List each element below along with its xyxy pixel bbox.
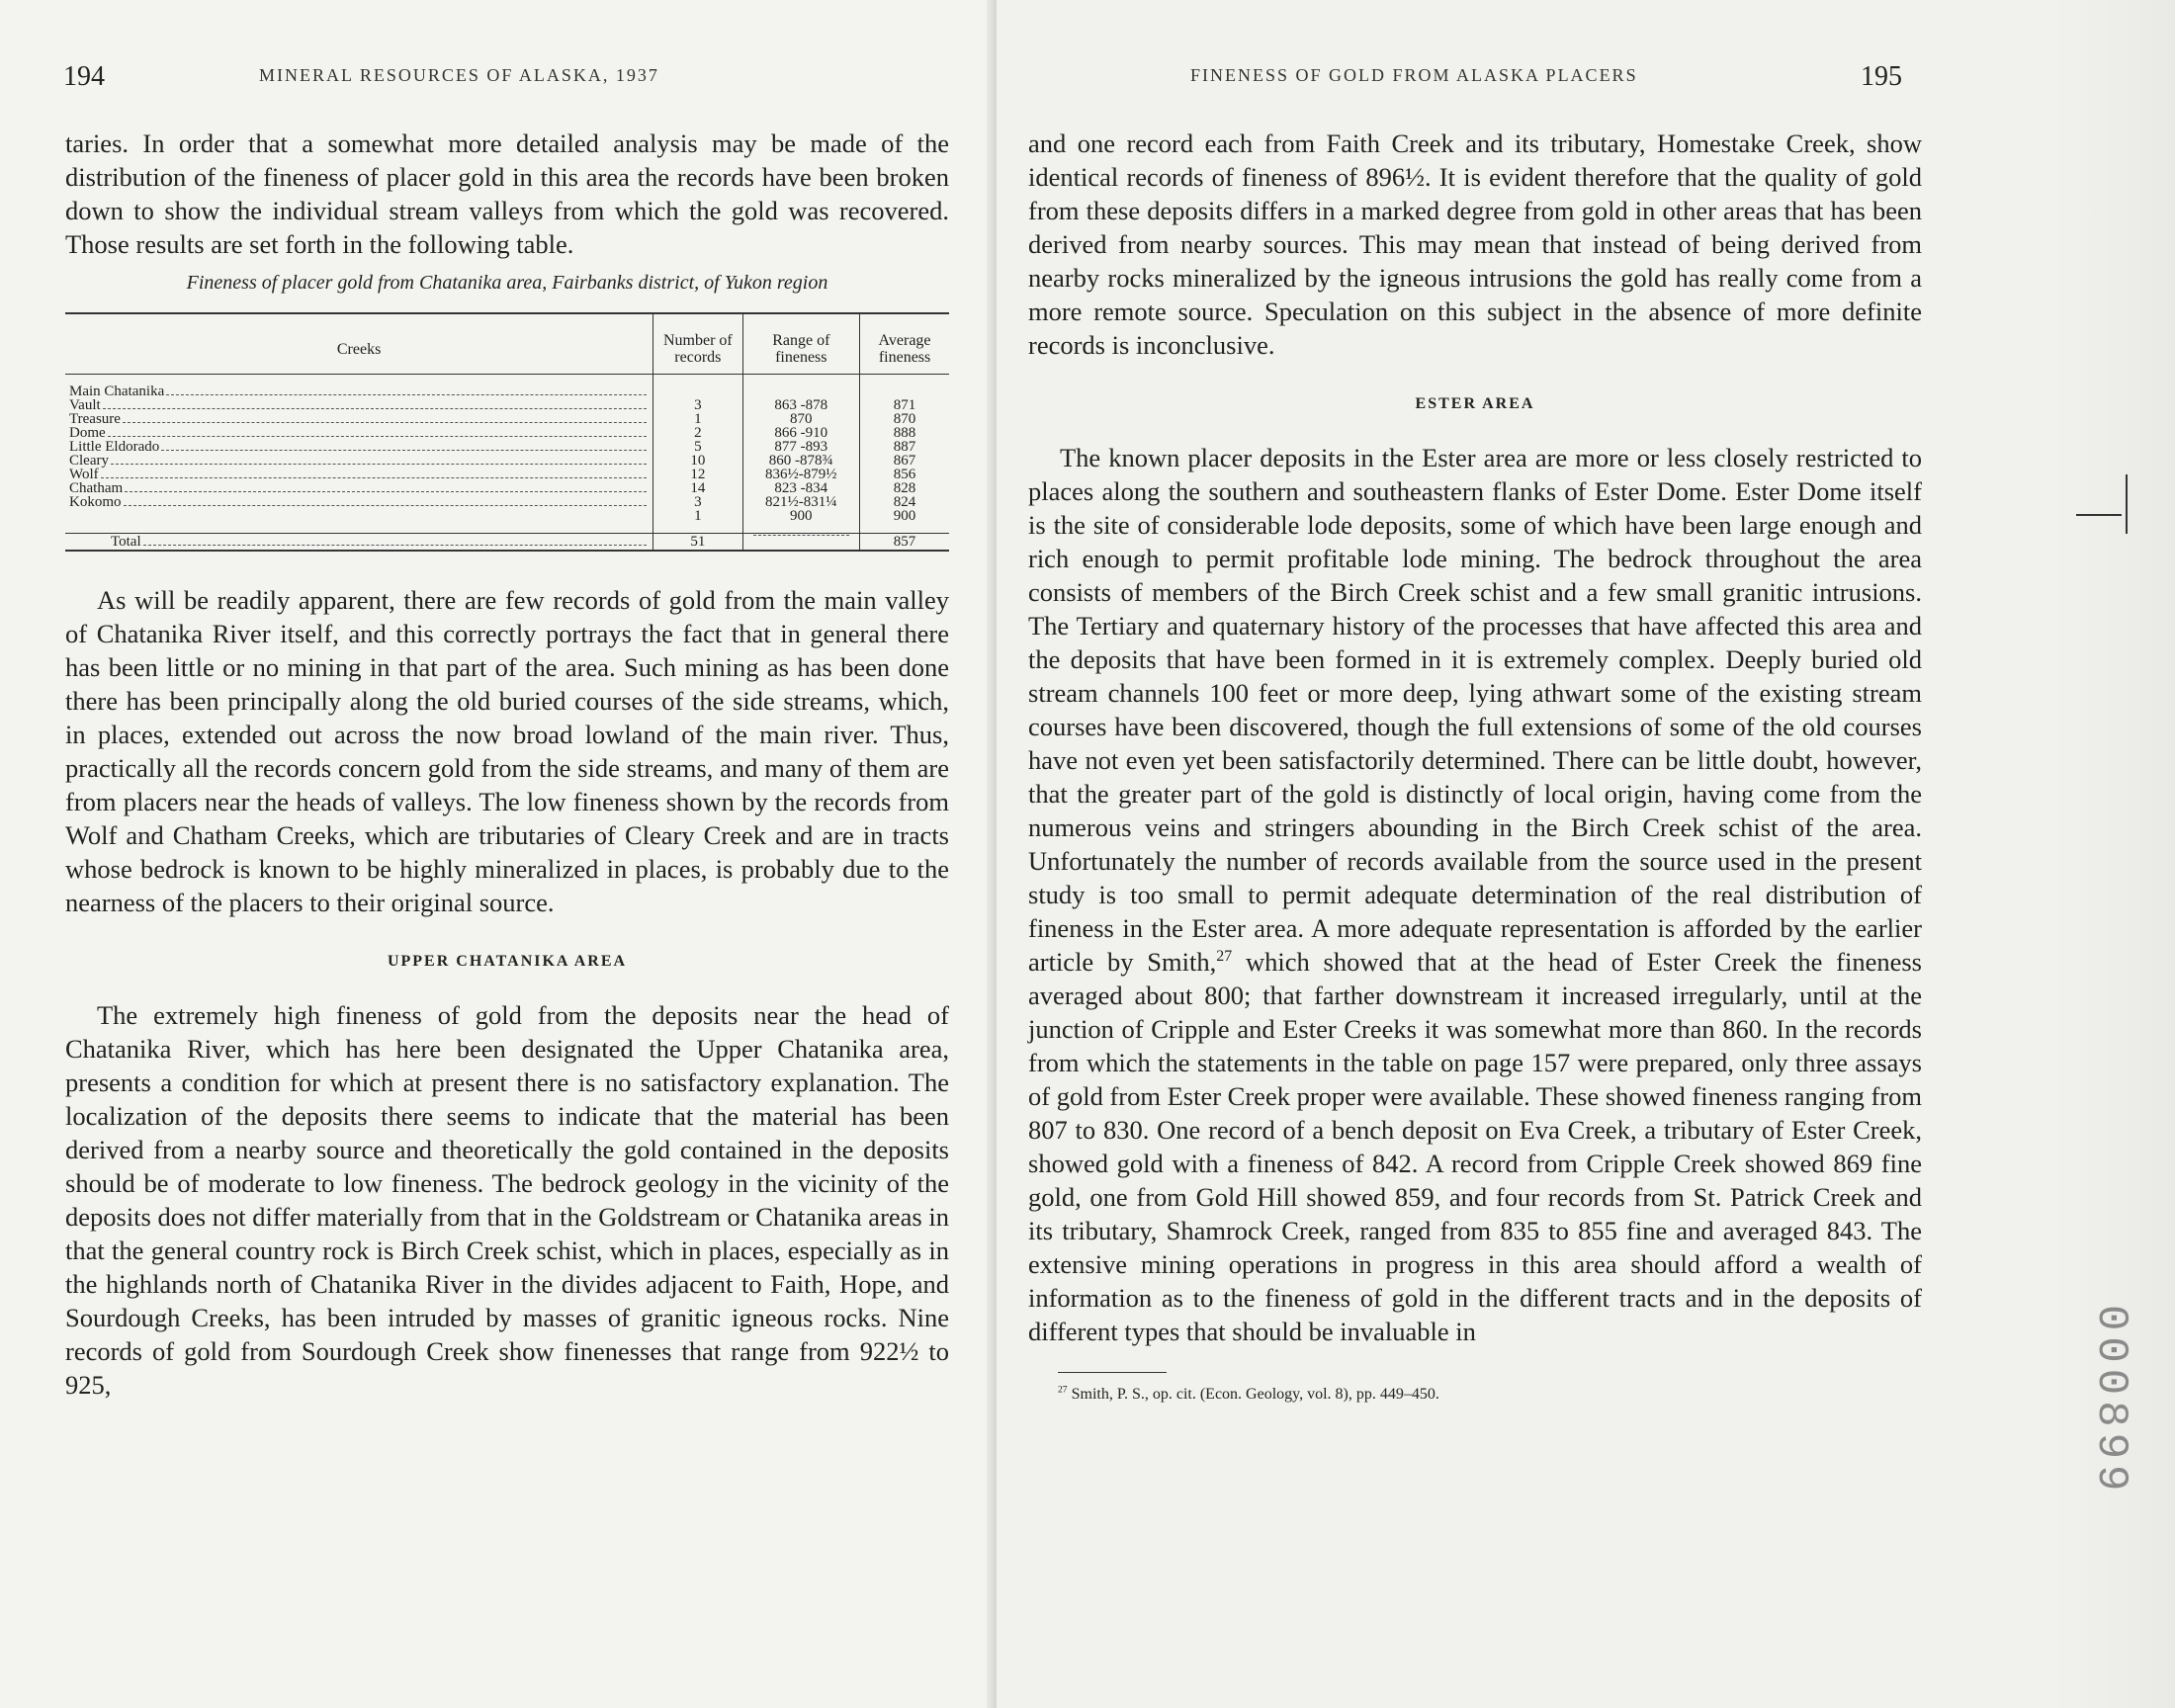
header-average: Average fineness — [860, 313, 949, 375]
footnote-rule — [1058, 1372, 1167, 1373]
page-number-left: 194 — [63, 61, 105, 92]
left-column — [65, 127, 949, 1402]
margin-stamp: 000899 — [2086, 1305, 2135, 1497]
table-caption: Fineness of placer gold from Chatanika area, Fairbanks district, of Yukon region — [186, 272, 828, 294]
footnote-reference: 27 — [1216, 948, 1233, 966]
table-row: Wolf — [69, 468, 649, 481]
table-header-row — [65, 313, 949, 375]
table-row: Cleary — [69, 454, 649, 468]
footnote: $^{27}$ Smith, P. S., op. cit. (Econ. Geology, vol. 8), pp. 449–450. — [1058, 1384, 1439, 1403]
table-row: Dome — [69, 426, 649, 440]
table-row: Chatham — [69, 481, 649, 495]
table-row: Kokomo — [69, 495, 649, 509]
range-column: 863 -878 870 866 -910 877 -893 860 -878¾ 836½-879½ 823 -834 821½-831¼ 900 — [765, 397, 837, 524]
section-heading-ester: ESTER AREA — [1415, 395, 1535, 412]
table-row: Main Chatanika — [69, 384, 649, 398]
header-creeks: Creeks — [65, 313, 653, 375]
page-number-right: 195 — [1861, 61, 1902, 92]
table-row: Little Eldorado — [69, 440, 649, 454]
left-page — [0, 0, 997, 1708]
margin-tick — [2126, 474, 2128, 534]
paragraph-ester-area: The known placer deposits in the Ester area are more or less closely restricted to places along the southern and southeastern flanks of Ester Dome. Ester Dome itself is the site of considerable lode deposits, some of which have been large enough and rich enough to permit profitable lode mining. The bedrock throughout the area consists of members of the Birch Creek schist and a few small granitic intrusions. The Tertiary and quaternary history of the processes that have affected this area and the deposits that have been formed in it is extremely complex. Deeply buried old stream channels 100 feet or more deep, lying athwart some of the existing stream courses have been discovered, though the full extensions of some of the old courses have not even yet been satisfactorily determined. There can be little doubt, however, that the greater part of the gold is distinctly of local origin, having come from the numerous veins and stringers abounding in the Birch Creek schist of the area. Unfortunately the number of records available from the source used in the present study is too small to permit adequate determination of the real distribution of fineness in the Ester area. A more adequate representation is afforded by the earlier article by Smith,$^{27}$ which showed that at the head of Ester Creek the fineness averaged about 800; that farther downstream it increased irregularly, until at the junction of Cripple and Ester Creeks it was somewhat more than 860. In the records from which the statements in the table on page 157 were prepared, only three assays of gold from Ester Creek proper were available. These showed fineness ranging from 807 to 830. One record of a bench deposit on Eva Creek, a tributary of Ester Creek, showed gold with a fineness of 842. A record from Cripple Creek showed 869 fine gold, one from Gold Hill showed 859, and four records from St. Patrick Creek and its tributary, Shamrock Creek, ranged from 835 to 855 fine and averaged 843. The extensive mining operations in progress in this area should afford a wealth of information as to the fineness of gold in the different tracts and in the deposits of different types that should be invaluable in — [1028, 443, 1922, 1346]
running-head-right: FINENESS OF GOLD FROM ALASKA PLACERS — [1190, 65, 1638, 85]
header-range: Range of fineness — [742, 313, 860, 375]
fineness-table — [65, 312, 949, 552]
table-body — [65, 375, 949, 534]
records-column: 3 1 2 5 10 12 14 3 1 — [690, 397, 706, 524]
table-row: Vault — [69, 398, 649, 412]
right-page — [997, 0, 2175, 1708]
margin-tick — [2076, 514, 2122, 516]
average-column: 871 870 888 887 867 856 828 824 900 — [893, 397, 916, 524]
table-row: Treasure — [69, 412, 649, 426]
paragraph-upper-chatanika: The extremely high fineness of gold from the deposits near the head of Chatanika River, which has here been designated the Upper Chatanika area, presents a condition for which at present there is no satisfactory explanation. The localization of the deposits there seems to indicate that the material has been derived from a nearby source and theoretically the gold contained in the deposits should be of moderate to low fineness. The bedrock geology in the vicinity of the deposits does not differ materially from that in the Goldstream or Chatanika areas in that the general country rock is Birch Creek schist, which in places, especially as in the highlands north of Chatanika River in the divides adjacent to Faith, Hope, and Sourdough Creeks, has been intruded by masses of granitic igneous rocks. Nine records of gold from Sourdough Creek show finenesses that range from 922½ to 925, — [65, 1000, 949, 1400]
intro-paragraph: taries. In order that a somewhat more detailed analysis may be made of the distribution of the fineness of placer gold in this area the records have been broken down to show the individual stream valleys from which the gold was recovered. Those results are set forth in the following table. — [65, 128, 949, 259]
creek-names — [69, 384, 649, 509]
table-total-row: Total 51 857 — [65, 534, 949, 552]
right-column — [1028, 127, 1922, 1405]
paragraph-chatanika-valley: As will be readily apparent, there are few records of gold from the main valley of Chatanika River itself, and this correctly portrays the fact that in general there has been little or no mining in that part of the area. Such mining as has been done there has been principally along the old buried courses of the side streams, which, in places, extended out across the now broad lowland of the main river. Thus, practically all the records concern gold from the side streams, and many of them are from placers near the heads of valleys. The low fineness shown by the records from Wolf and Chatham Creeks, which are tributaries of Cleary Creek and are in tracts whose bedrock is known to be highly mineralized in places, is probably due to the nearness of the placers to their original source. — [65, 585, 949, 917]
section-heading-upper-chatanika: UPPER CHATANIKA AREA — [387, 953, 628, 970]
paragraph-faith-creek: and one record each from Faith Creek and its tributary, Homestake Creek, show identical records of fineness of 896½. It is evident therefore that the quality of gold from these deposits differs in a marked degree from gold in other areas that has been derived from nearby sources. This may mean that instead of being derived from nearby rocks mineralized by the igneous intrusions the gold has really come from a more remote source. Speculation on this subject in the absence of more definite records is inconclusive. — [1028, 128, 1922, 360]
header-records: Number of records — [653, 313, 742, 375]
running-head-left: MINERAL RESOURCES OF ALASKA, 1937 — [259, 65, 659, 85]
